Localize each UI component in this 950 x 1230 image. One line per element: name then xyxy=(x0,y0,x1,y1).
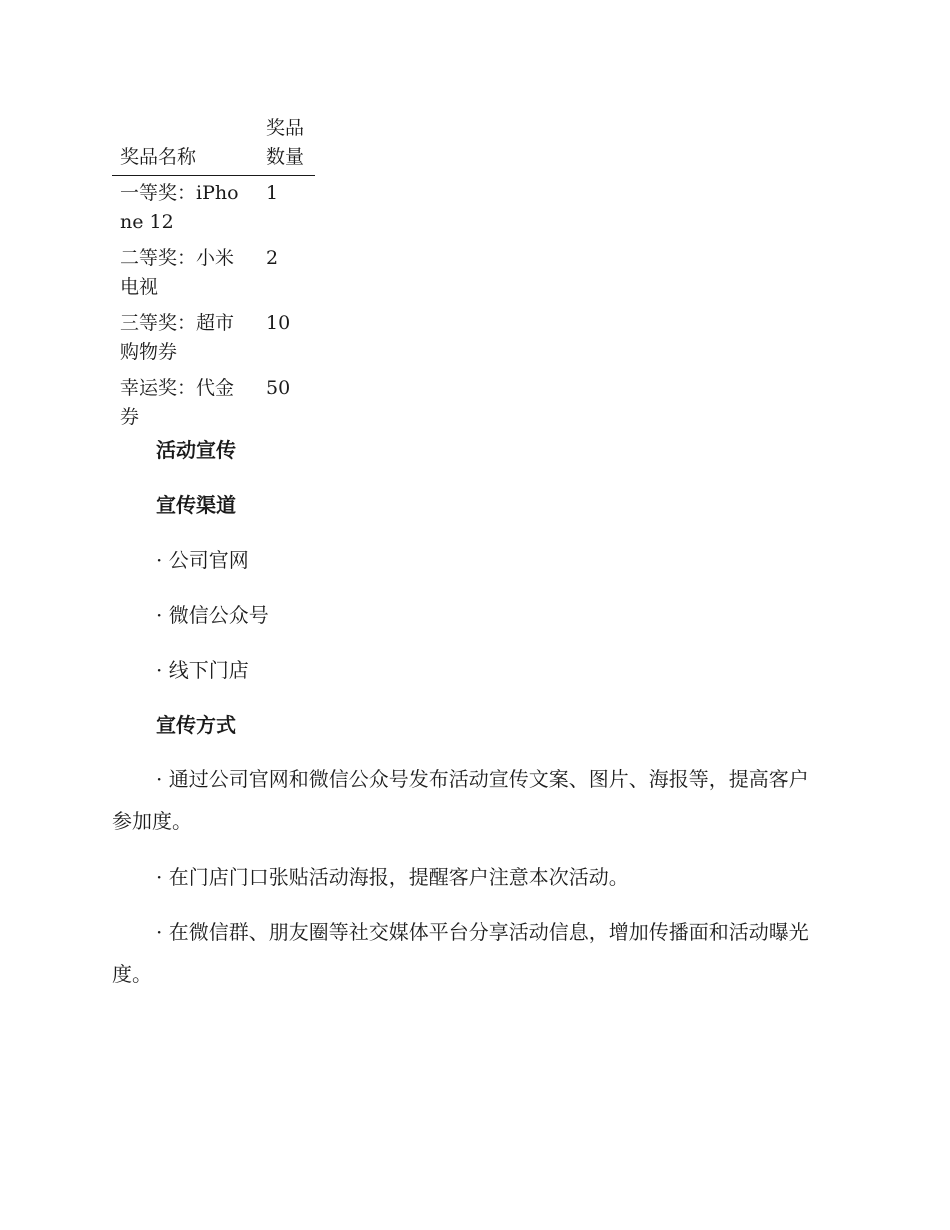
prize-name-cell: 一等奖：iPhone 12 xyxy=(120,182,239,233)
table-row xyxy=(112,241,315,306)
channel-item: · 线下门店 xyxy=(156,658,249,682)
prize-name-cell: 三等奖：超市购物券 xyxy=(120,312,235,363)
prize-quantity-cell: 10 xyxy=(266,312,291,334)
method-paragraph: · 在微信群、朋友圈等社交媒体平台分享活动信息，增加传播面和活动曝光度。 xyxy=(112,920,809,986)
section-title: 活动宣传 xyxy=(156,438,236,462)
header-prize-name: 奖品名称 xyxy=(112,114,258,176)
table-row xyxy=(112,306,315,371)
methods-heading: 宣传方式 xyxy=(156,713,236,737)
prize-quantity-cell: 1 xyxy=(266,182,279,204)
prize-table xyxy=(112,114,315,436)
prize-name-cell: 幸运奖：代金券 xyxy=(120,377,235,428)
table-header-row xyxy=(112,114,315,176)
method-paragraph: · 通过公司官网和微信公众号发布活动宣传文案、图片、海报等，提高客户参加度。 xyxy=(112,767,809,833)
channels-heading: 宣传渠道 xyxy=(156,493,236,517)
method-paragraph: · 在门店门口张贴活动海报，提醒客户注意本次活动。 xyxy=(156,865,629,889)
channel-item: · 公司官网 xyxy=(156,548,249,572)
prize-quantity-cell: 2 xyxy=(266,247,279,269)
channel-item: · 微信公众号 xyxy=(156,603,269,627)
table-row xyxy=(112,371,315,436)
prize-name-cell: 二等奖：小米电视 xyxy=(120,247,235,298)
table-row xyxy=(112,176,315,242)
header-prize-quantity: 奖品数量 xyxy=(258,114,315,176)
prize-quantity-cell: 50 xyxy=(266,377,291,399)
